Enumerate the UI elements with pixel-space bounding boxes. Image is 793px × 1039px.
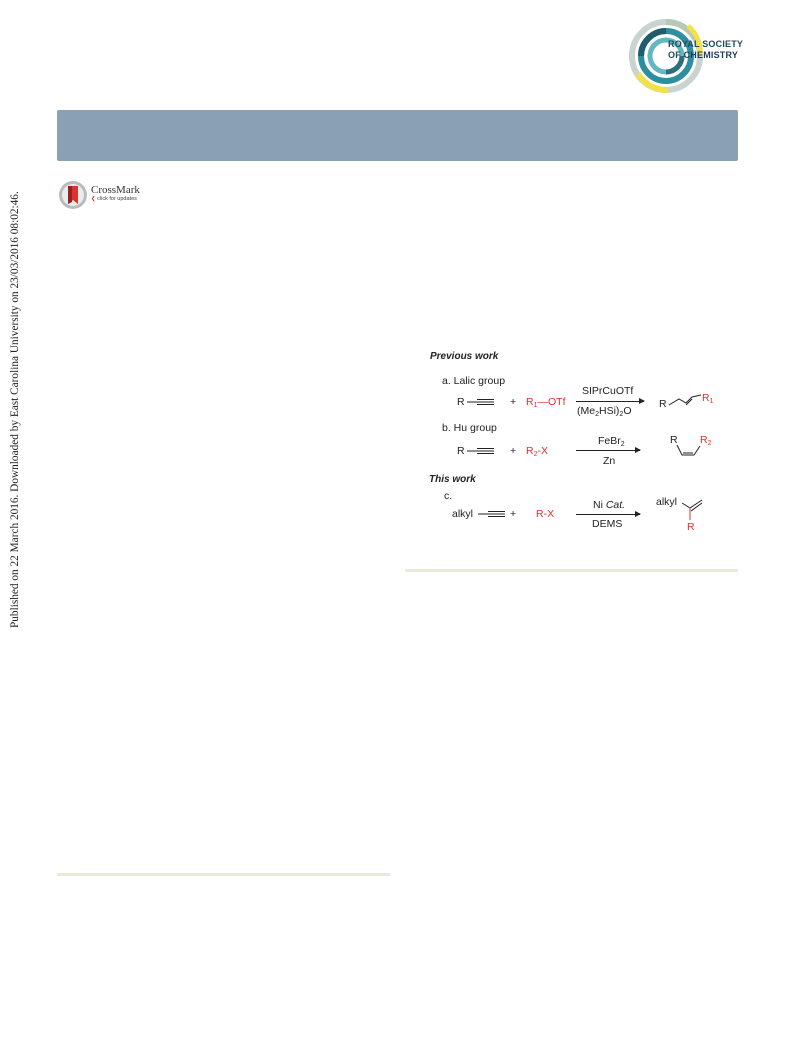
alkyne-icon xyxy=(478,509,506,519)
row-c-product-r: R xyxy=(687,521,695,533)
row-a-reagent-bottom-sub: 2 xyxy=(595,411,599,418)
row-b-product-r: R xyxy=(670,434,678,446)
crossmark-subtitle-text: click for updates xyxy=(97,196,137,202)
row-b-partner-suffix: -X xyxy=(537,445,548,457)
row-c-partner: R-X xyxy=(536,508,555,520)
this-work-heading: This work xyxy=(429,474,476,485)
reaction-scheme xyxy=(420,345,738,541)
crossmark-title: CrossMark xyxy=(91,184,140,196)
row-c-reagent-top-pre: Ni xyxy=(593,499,606,511)
reaction-arrow-b xyxy=(576,450,640,451)
row-b-substrate: R xyxy=(457,445,465,457)
row-c-reagent-top xyxy=(593,500,625,511)
row-b-partner xyxy=(526,446,548,458)
row-a-product-sub xyxy=(702,393,714,405)
row-a-partner-sub: 1 xyxy=(533,402,538,409)
publication-note: Published on 22 March 2016. Downloaded by East Carolina University on 23/03/2016 08:02:46. xyxy=(9,191,21,628)
section-divider-right xyxy=(405,569,738,572)
row-b-product-sub-prefix: R xyxy=(700,434,708,446)
logo-line-1: ROYAL SOCIETY xyxy=(668,39,744,49)
row-c-substrate: alkyl xyxy=(452,508,474,520)
row-b-reagent-bottom: Zn xyxy=(603,455,616,467)
row-b-partner-sub: 2 xyxy=(533,451,538,458)
row-c-product-alkyl: alkyl xyxy=(656,496,678,508)
logo-line-2 xyxy=(668,51,738,60)
crossmark-badge[interactable] xyxy=(58,179,144,211)
row-c-reagent-top-em: Cat. xyxy=(605,499,626,511)
row-a-product-sub-num: 1 xyxy=(709,398,714,405)
row-b-reagent-top-sub: 2 xyxy=(620,441,625,448)
section-divider-left xyxy=(57,873,390,876)
logo-line-2-main: CHEMISTRY xyxy=(683,50,739,60)
alkyne-icon xyxy=(467,446,495,456)
crossmark-icon xyxy=(58,179,88,211)
logo-line-2-prefix: OF xyxy=(668,50,681,60)
row-b-partner-prefix: R xyxy=(526,445,534,457)
reaction-arrow-c xyxy=(576,514,640,515)
arrow-left-icon: ❮ xyxy=(91,196,98,202)
publisher-logo[interactable] xyxy=(628,18,746,94)
plus-sign-b: + xyxy=(510,445,517,457)
previous-work-heading: Previous work xyxy=(430,351,499,362)
header-banner xyxy=(57,110,738,161)
row-a-product-sub-prefix: R xyxy=(702,392,710,404)
row-a-substrate: R xyxy=(457,396,465,408)
row-c-label: c. xyxy=(444,490,453,502)
alkyne-icon xyxy=(467,397,495,407)
row-b-reagent-top-pre: FeBr xyxy=(598,435,621,447)
row-a-partner-suffix: —OTf xyxy=(537,396,566,408)
row-a-reagent-bottom-sub2: 2 xyxy=(619,411,624,418)
row-b-product-sub-num: 2 xyxy=(707,440,712,447)
row-a-reagent-top: SIPrCuOTf xyxy=(582,385,634,397)
row-b-label: b. Hu group xyxy=(442,422,497,434)
row-b-reagent-top xyxy=(598,436,625,448)
row-a-partner-prefix: R xyxy=(526,396,534,408)
row-a-partner xyxy=(526,397,566,409)
row-a-reagent-bottom xyxy=(577,406,632,418)
reaction-arrow-a xyxy=(576,401,644,402)
row-a-product-r: R xyxy=(659,398,667,410)
crossmark-subtitle xyxy=(91,196,137,202)
trans-alkene-icon xyxy=(668,391,704,407)
row-a-label: a. Lalic group xyxy=(442,375,506,387)
row-a-reagent-bottom-post: HSi) xyxy=(599,405,620,417)
plus-sign-c: + xyxy=(510,508,517,520)
row-c-reagent-bottom: DEMS xyxy=(592,518,623,530)
row-a-reagent-bottom-end: O xyxy=(623,405,632,417)
plus-sign-a: + xyxy=(510,396,517,408)
row-a-reagent-bottom-pre: (Me xyxy=(577,405,596,417)
row-b-product-sub xyxy=(700,435,712,447)
